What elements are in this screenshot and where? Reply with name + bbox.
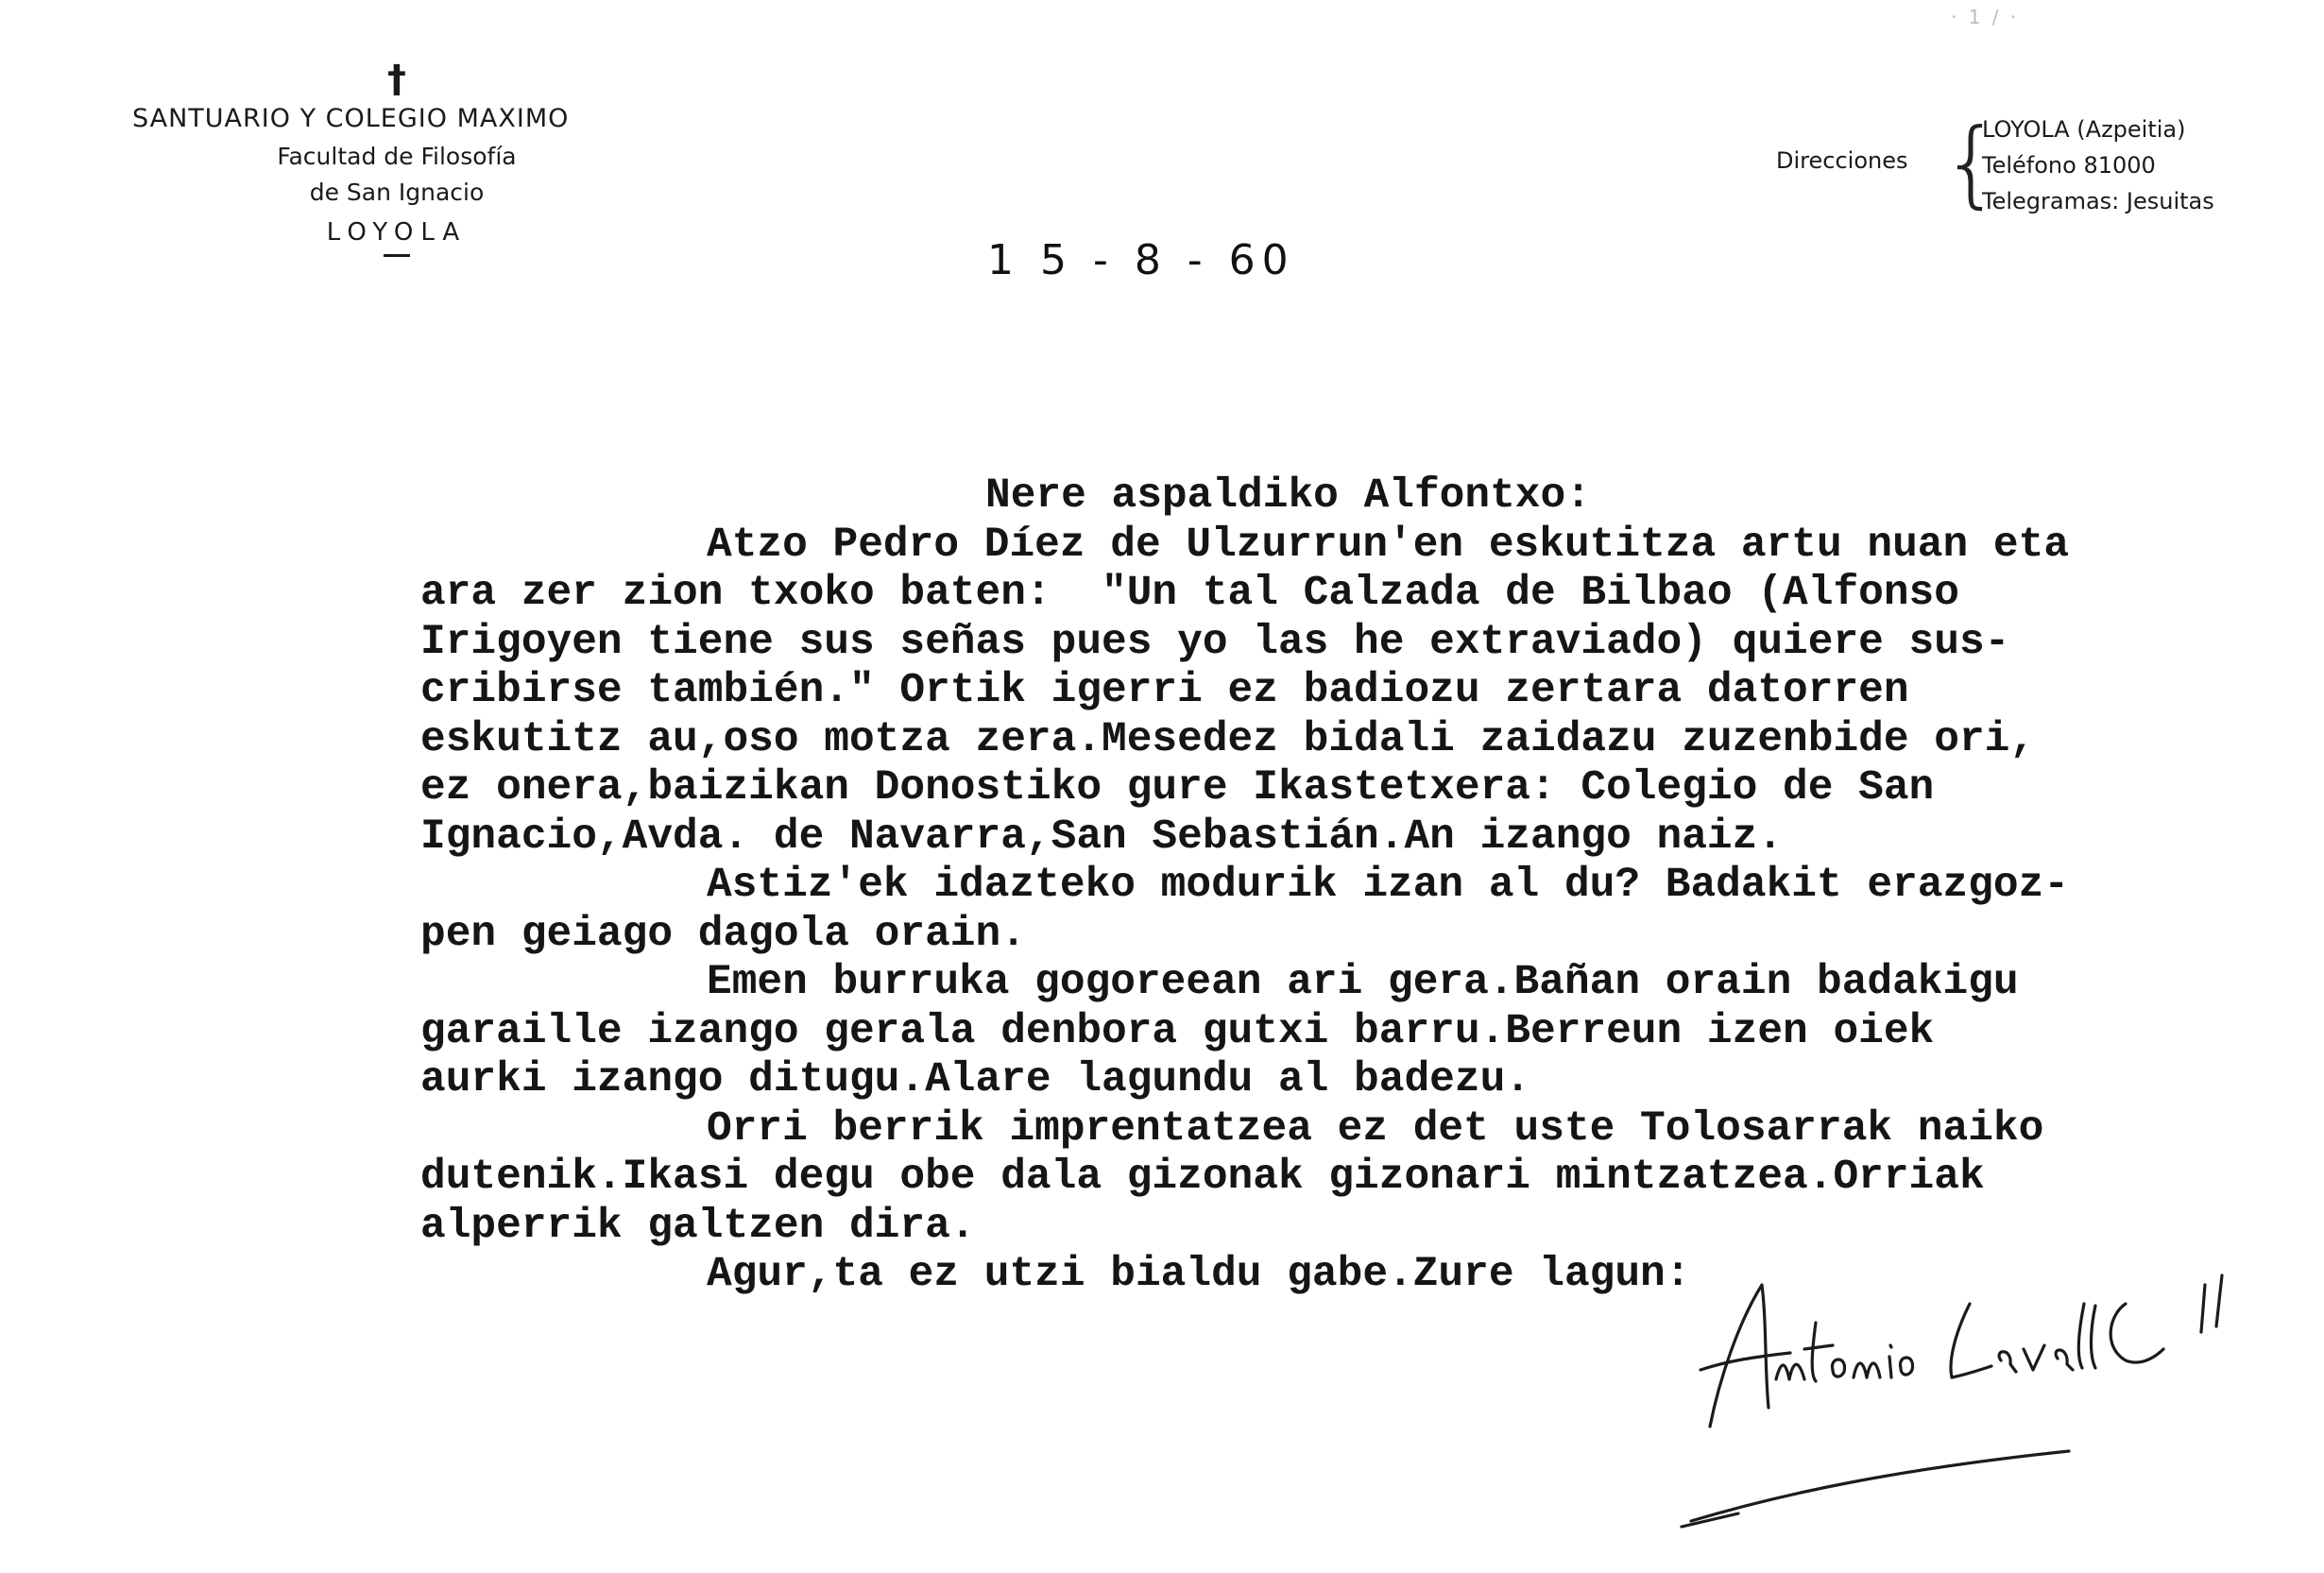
letterhead-dash [384, 254, 410, 257]
body-line: cribirse también." Ortik igerri ez badiozu zertara datorren [420, 667, 1909, 714]
body-line: dutenik.Ikasi degu obe dala gizonak gizonari mintzatzea.Orriak [420, 1154, 1985, 1201]
phone-line: Teléfono 81000 [1982, 152, 2156, 179]
body-line: aurki izango ditugu.Alare lagundu al badezu. [420, 1056, 1530, 1103]
body-line: ez onera,baizikan Donostiko gure Ikastetxera: Colegio de San [420, 764, 1935, 812]
body-line: Astiz'ek idazteko modurik izan al du? Badakit erazgoz- [707, 862, 2070, 909]
letterhead-left [132, 59, 661, 257]
body-line: Atzo Pedro Díez de Ulzurrun'en eskutitza artu nuan eta [707, 521, 2070, 569]
body-line: Orri berrik imprentatzea ez det uste Tolosarrak naiko [707, 1104, 2044, 1153]
faculty-line-1: Facultad de Filosofía [277, 143, 517, 170]
body-line: eskutitz au,oso motza zera.Mesedez bidali zaidazu zuzenbide ori, [420, 715, 2036, 763]
handwritten-signature [1597, 1266, 2277, 1530]
directions-label: Direcciones [1776, 147, 1908, 174]
corner-pencil-mark: · 1 / · [1951, 6, 2020, 28]
body-line: Irigoyen tiene sus señas pues yo las he extraviado) quiere sus- [420, 618, 2010, 666]
body-line: garaille izango gerala denbora gutxi barru.Berreun izen oiek [420, 1007, 1935, 1055]
letterhead-city: LOYOLA [326, 218, 468, 247]
closing-line: Agur,ta ez utzi bialdu gabe.Zure lagun: [707, 1251, 1691, 1298]
address-line: LOYOLA (Azpeitia) [1982, 116, 2186, 143]
body-line: Emen burruka gogoreean ari gera.Bañan orain badakigu [707, 959, 2019, 1006]
letter-date: 1 5 - 8 - 60 [987, 236, 1295, 284]
signature-graphic [1597, 1266, 2277, 1530]
body-line: ara zer zion txoko baten: "Un tal Calzada de Bilbao (Alfonso [420, 570, 1959, 617]
telegrams-line: Telegramas: Jesuitas [1982, 188, 2214, 214]
body-line: Ignacio,Avda. de Navarra,San Sebastián.An izango naiz. [420, 812, 1784, 861]
body-line: pen geiago dagola orain. [420, 910, 1026, 958]
contact-lines [1982, 111, 2214, 219]
institution-name: SANTUARIO Y COLEGIO MAXIMO [132, 104, 570, 133]
letter-body [420, 472, 2253, 1300]
body-line: alperrik galtzen dira. [420, 1202, 976, 1250]
faculty-line-2: de San Ignacio [309, 179, 485, 206]
brace-icon: { [1941, 108, 2002, 218]
salutation: Nere aspaldiko Alfontxo: [985, 472, 1591, 520]
cross-icon: † [387, 58, 406, 101]
